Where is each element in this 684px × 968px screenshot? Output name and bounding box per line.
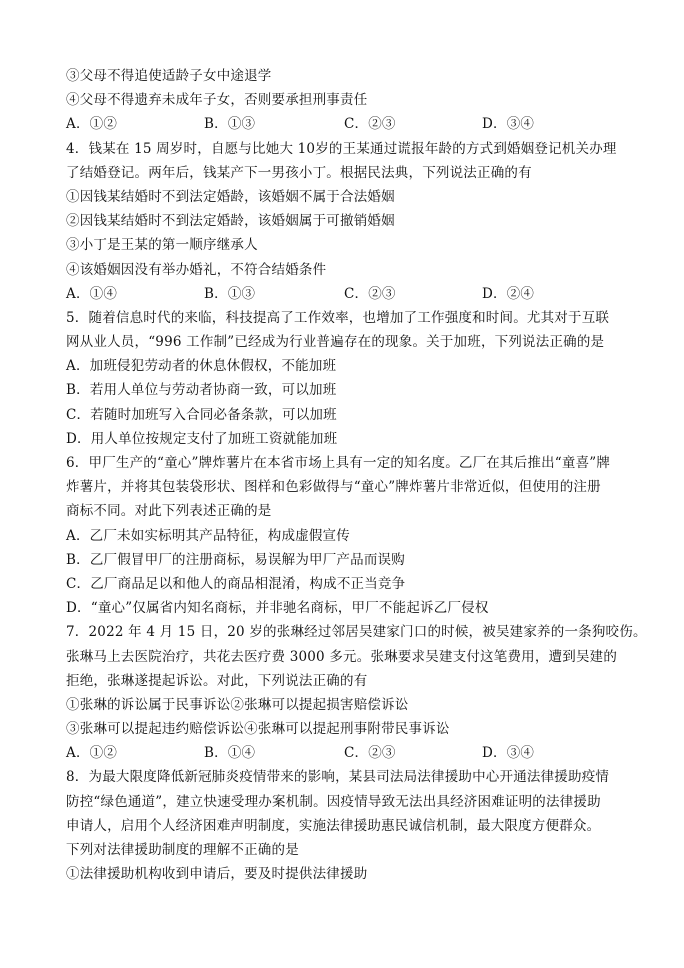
q4-item-3: ③小丁是王某的第一顺序继承人	[66, 237, 258, 254]
q6-option-c: C．乙厂商品足以和他人的商品相混淆，构成不正当竞争	[66, 575, 406, 592]
q7-stem-line-3: 拒绝，张琳遂提起诉讼。对此，下列说法正确的有	[66, 672, 368, 689]
q7-items-3-4: ③张琳可以提起违约赔偿诉讼④张琳可以提起刑事附带民事诉讼	[66, 721, 450, 738]
q4-option-a: A．①④	[66, 285, 118, 302]
exam-page	[66, 64, 647, 886]
q6-option-b: B．乙厂假冒甲厂的注册商标，易误解为甲厂产品而误购	[66, 551, 405, 568]
q8-stem-line-1: 8．为最大限度降低新冠肺炎疫情带来的影响，某县司法局法律援助中心开通法律援助疫情	[66, 769, 610, 786]
q7-stem-line-1: 7．2022 年 4 月 15 日，20 岁的张琳经过邻居吴建家门口的时候，被吴建家养的一条狗咬伤。	[66, 624, 647, 641]
q7-items-1-2: ①张琳的诉讼属于民事诉讼②张琳可以提起损害赔偿诉讼	[66, 696, 409, 713]
q6-stem-line-1: 6．甲厂生产的“童心”牌炸薯片在本省市场上具有一定的知名度。乙厂在其后推出“童喜”牌	[66, 455, 611, 471]
q7-option-c: C．②③	[344, 745, 396, 762]
q6-stem-line-3: 商标不同。对此下列表述正确的是	[66, 503, 272, 520]
q4-option-d: D．②④	[482, 285, 535, 302]
q5-option-a: A．加班侵犯劳动者的休息休假权，不能加班	[66, 358, 337, 375]
q3-option-a: A．①②	[66, 116, 118, 133]
q8-stem-line-2: 防控“绿色通道”，建立快速受理办案机制。因疫情导致无法出具经济困难证明的法律援助	[66, 793, 601, 810]
q7-option-b: B．①④	[204, 745, 256, 762]
q5-stem-line-2: 网从业人员，“996 工作制”已经成为行业普遍存在的现象。关于加班，下列说法正确的是	[66, 334, 605, 351]
q8-item-1: ①法律援助机构收到申请后，要及时提供法律援助	[66, 866, 368, 883]
q5-stem-line-1: 5．随着信息时代的来临，科技提高了工作效率，也增加了工作强度和时间。尤其对于互联	[66, 309, 610, 326]
q7-stem-line-2: 张琳马上去医院治疗，共花去医疗费 3000 多元。张琳要求吴建支付这笔费用，遭到吴建的	[66, 648, 618, 665]
q4-stem-line-2: 了结婚登记。两年后，钱某产下一男孩小丁。根据民法典，下列说法正确的有	[66, 164, 532, 181]
q5-option-b: B．若用人单位与劳动者协商一致，可以加班	[66, 382, 337, 399]
q4-options	[66, 282, 626, 306]
q4-item-2: ②因钱某结婚时不到法定婚龄，该婚姻属于可撤销婚姻	[66, 213, 395, 230]
q7-options	[66, 741, 626, 765]
q5-option-d: D．用人单位按规定支付了加班工资就能加班	[66, 430, 338, 447]
q8-stem-line-4: 下列对法律援助制度的理解不正确的是	[66, 842, 299, 858]
q3-item-3: ③父母不得追使适龄子女中途退学	[66, 68, 272, 84]
q3-option-b: B．①③	[204, 116, 256, 133]
q4-stem-line-1: 4．钱某在 15 周岁时，自愿与比她大 10岁的王某通过谎报年龄的方式到婚姻登记机关办理	[66, 140, 617, 157]
q3-options	[66, 112, 626, 136]
q4-item-4: ④该婚姻因没有举办婚礼，不符合结婚条件	[66, 261, 327, 278]
q6-option-d: D．“童心”仅属省内知名商标，并非驰名商标，甲厂不能起诉乙厂侵权	[66, 600, 489, 617]
q3-item-4: ④父母不得遗弃未成年子女，否则要承担刑事责任	[66, 92, 368, 109]
q6-stem-line-2: 炸薯片，并将其包装袋形状、图样和色彩做得与“童心”牌炸薯片非常近似，但使用的注册	[66, 479, 601, 496]
q6-option-a: A．乙厂未如实标明其产品特征，构成虚假宣传	[66, 527, 350, 544]
q4-option-b: B．①③	[204, 285, 256, 302]
q8-stem-line-3: 申请人，启用个人经济困难声明制度，实施法律援助惠民诚信机制，最大限度方便群众。	[66, 817, 601, 834]
q7-option-a: A．①②	[66, 745, 118, 762]
q5-option-c: C．若随时加班写入合同必备条款，可以加班	[66, 406, 337, 423]
q3-option-d: D．③④	[482, 116, 535, 133]
q3-option-c: C．②③	[344, 116, 396, 133]
q4-option-c: C．②③	[344, 285, 396, 302]
q4-item-1: ①因钱某结婚时不到法定婚龄，该婚姻不属于合法婚姻	[66, 188, 395, 205]
q7-option-d: D．③④	[482, 745, 535, 762]
